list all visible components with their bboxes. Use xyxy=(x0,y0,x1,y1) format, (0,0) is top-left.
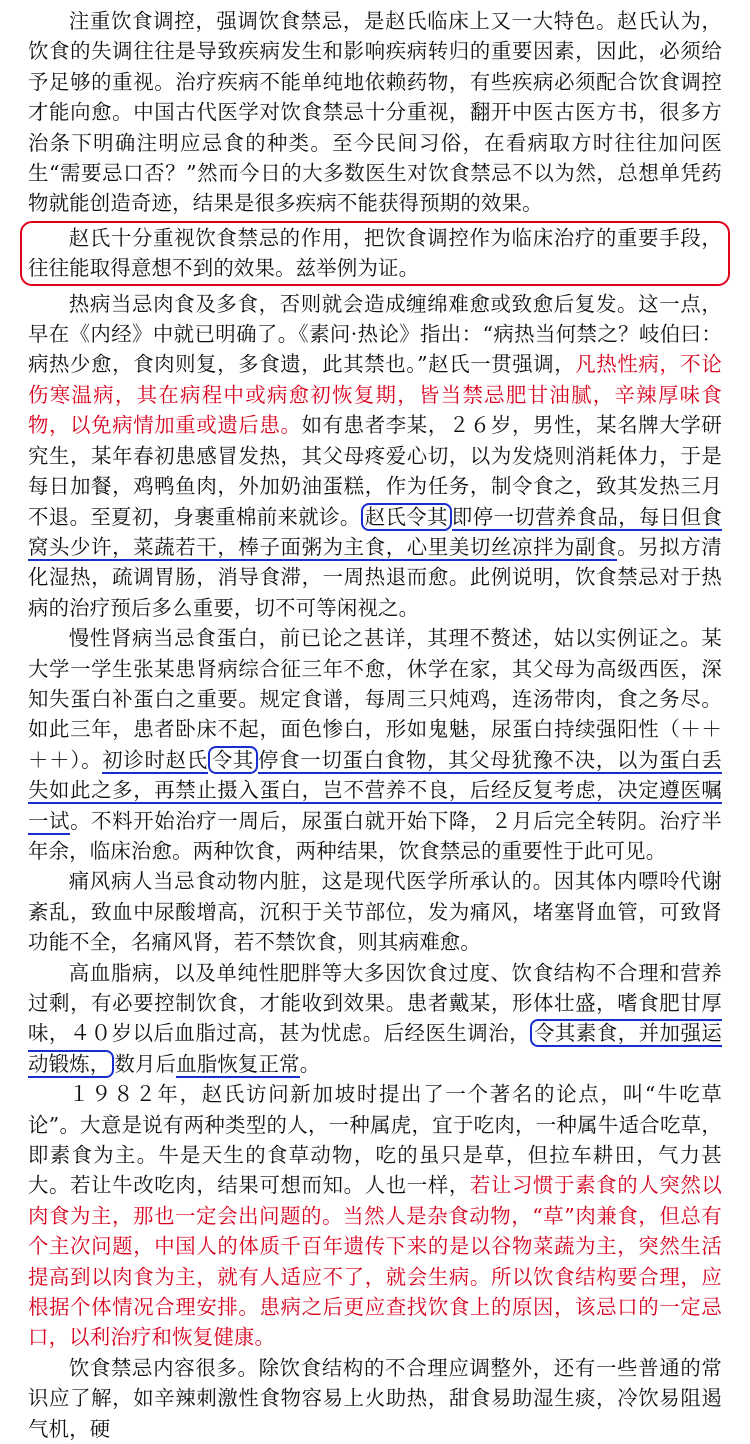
blue-underlined-text: 血脂恢复正常 xyxy=(176,1051,300,1076)
text-segment: 高血脂病，以及单纯性肥胖等大多因饮食过度、饮食结构不合理和营养过剩，有必要控制饮食，才能收到效果。患者戴某，形体壮盛，嗜食肥甘厚味，４０岁以后血脂过高，甚为忧虑。后经医生调治， xyxy=(28,960,722,1046)
paragraph-7 xyxy=(28,1079,722,1353)
text-segment: 。另拟方清化湿热，疏调胃肠，消导食滞，一周热退而愈。此例说明，饮食禁忌对于热病的治疗预后多么重要，切不可等闲视之。 xyxy=(28,534,722,620)
text-segment: １９８２年，赵氏访问新加坡时提出了一个著名的论点，叫“牛吃草论”。大意是说有两种类型的人，一种属虎，宜于吃肉，一种属牛适合吃草，即素食为主。牛是天生的食草动物，吃的虽只是草，但拉车耕田，气力甚大。若让牛改吃肉，结果可想而知。人也一样， xyxy=(28,1082,722,1198)
text-segment: 。不料开始治疗一周后，尿蛋白就开始下降，２月后完全转阴。治疗半年余，临床治愈。两种饮食，两种结果，饮食禁忌的重要性于此可见。 xyxy=(28,808,722,863)
text-segment: 如有患者李某，２６岁，男性，某名牌大学研究生，某年春初患感冒发热，其父母疼爱心切，以为发烧则消耗体力，于是每日加餐，鸡鸭鱼肉，外加奶油蛋糕，作为任务，制令食之，致其发热三月不退。至夏初，身裹重棉前来就诊。 xyxy=(28,413,722,529)
blue-boxed-text: 赵氏令其 xyxy=(361,503,452,531)
text-segment: 数月后 xyxy=(114,1051,177,1076)
paragraph-4 xyxy=(28,623,722,866)
paragraph-1: 注重饮食调控，强调饮食禁忌，是赵氏临床上又一大特色。赵氏认为，饮食的失调往往是导致疾病发生和影响疾病转归的重要因素，因此，必须给予足够的重视。治疗疾病不能单纯地依赖药物，有些疾病必须配合饮食调控才能向愈。中国古代医学对饮食禁忌十分重视，翻开中医古医方书，很多方治条下明确注明应忌食的种类。至今民间习俗，在看病取方时往往加问医生“需要忌口否？”然而今日的大多数医生对饮食禁忌不以为然，总想单凭药物就能创造奇迹，结果是很多疾病不能获得预期的效果。 xyxy=(28,9,722,216)
paragraph-6 xyxy=(28,958,722,1080)
paragraph-5: 痛风病人当忌食动物内脏，这是现代医学所承认的。因其体内嘌呤代谢紊乱，致血中尿酸增高，沉积于关节部位，发为痛风，堵塞肾血管，可致肾功能不全，名痛风肾，若不禁饮食，则其病难愈。 xyxy=(28,869,722,955)
document-page xyxy=(28,6,722,1444)
paragraph-3 xyxy=(28,289,722,623)
red-highlight-text: 凡热性病，不论伤寒温病，其在病程中或病愈初恢复期，皆当禁忌肥甘油腻，辛辣厚味食物，以免病情加重或遗后患。 xyxy=(28,352,722,438)
text-segment: 慢性肾病当忌食蛋白，前已论之甚详，其理不赘述，姑以实例证之。某大学一学生张某患肾病综合征三年不愈，休学在家，其父母为高级西医，深知失蛋白补蛋白之重要。规定食谱，每周三只炖鸡，连汤带肉，食之务尽。如此三年，患者卧床不起，面色惨白，形如鬼魅，尿蛋白持续强阳性（＋＋＋＋）。 xyxy=(28,626,722,772)
paragraph-8: 饮食禁忌内容很多。除饮食结构的不合理应调整外，还有一些普通的常识应了解，如辛辣刺激性食物容易上火助热，甜食易助湿生痰，冷饮易阻遏气机，硬 xyxy=(28,1355,722,1441)
blue-underlined-text: 初诊时赵氏 xyxy=(102,747,208,772)
blue-underlined-text: 停食一切蛋白食物，其父母犹豫不决，以为蛋白丢失如此之多，再禁止摄入蛋白，岂不营养不良，后经反复考虑，决定遵医嘱一试 xyxy=(28,747,722,833)
blue-underlined-text: 即停一切营养食品，每日但食窝头少许，菜蔬若干，棒子面粥为主食，心里美切丝凉拌为副食 xyxy=(28,504,722,559)
red-boxed-paragraph: 赵氏十分重视饮食禁忌的作用，把饮食调控作为临床治疗的重要手段，往往能取得意想不到的效果。兹举例为证。 xyxy=(20,221,730,286)
text-segment: 。 xyxy=(299,1051,321,1076)
blue-boxed-text: 令其 xyxy=(208,746,258,774)
blue-boxed-text: 令其素食，并加强运动锻炼， xyxy=(28,1021,722,1076)
text-segment: 热病当忌肉食及多食，否则就会造成缠绵难愈或致愈后复发。这一点，早在《内经》中就已明确了。《素问·热论》指出：“病热当何禁之？岐伯曰：病热少愈，食肉则复，多食遗，此其禁也。”赵氏一贯强调， xyxy=(28,291,722,377)
red-highlight-text: 若让习惯于素食的人突然以肉食为主，那也一定会出问题的。当然人是杂食动物，“草”肉兼食，但总有个主次问题，中国人的体质千百年遗传下来的是以谷物菜蔬为主，突然生活提高到以肉食为主，就有人适应不了，就会生病。所以饮食结构要合理，应根据个体情况合理安排。患病之后更应查找饮食上的原因，该忌口的一定忌口，以利治疗和恢复健康。 xyxy=(28,1173,722,1350)
